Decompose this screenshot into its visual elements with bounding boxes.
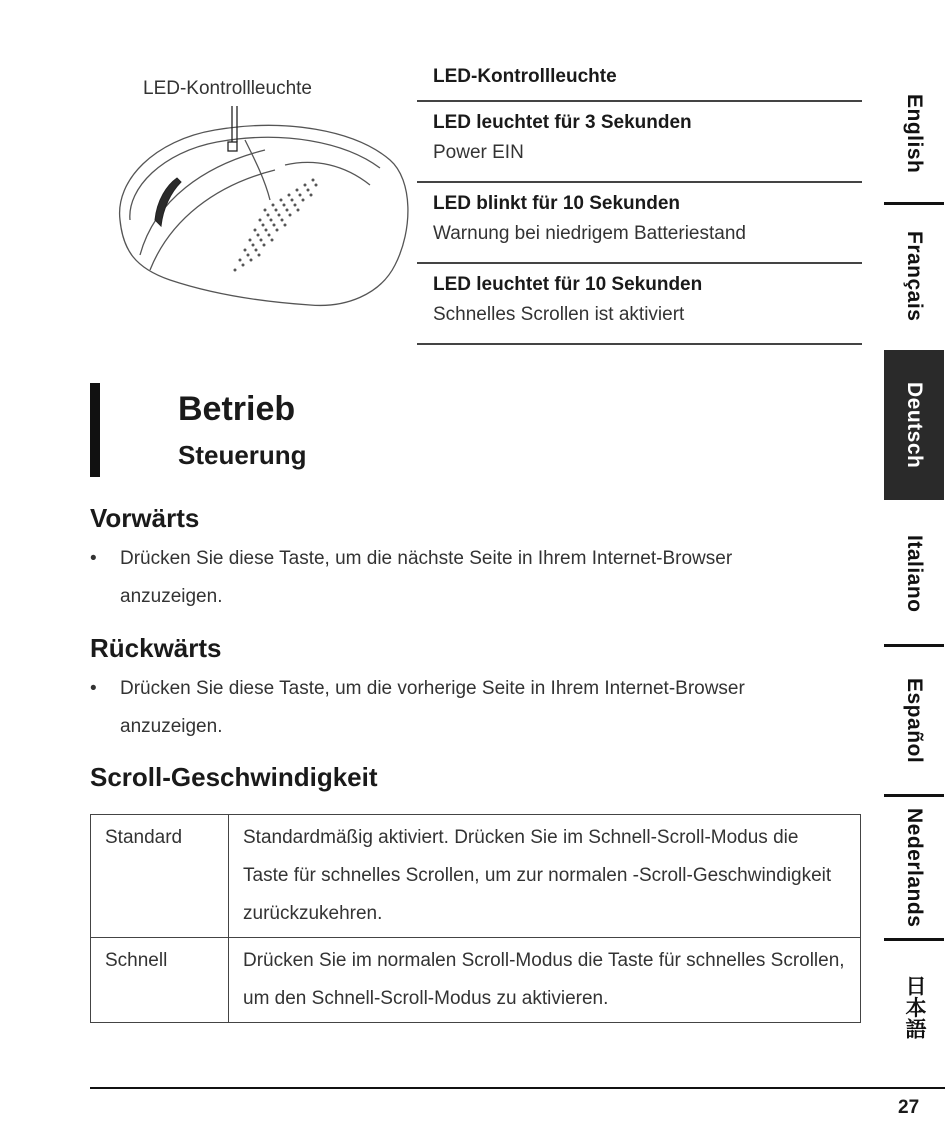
bullet-dot: • <box>90 678 97 699</box>
scroll-speed-table <box>90 814 861 1023</box>
tab-francais[interactable] <box>884 206 944 346</box>
table-row <box>91 815 861 938</box>
tab-label: Français <box>903 230 926 322</box>
mouse-illustration <box>95 70 415 320</box>
footer-divider <box>90 1087 945 1089</box>
forward-bullet-text: Drücken Sie diese Taste, um die nächste Seite in Ihrem Internet-Browser anzuzeigen. <box>120 548 733 607</box>
scroll-description-cell: Standardmäßig aktiviert. Drücken Sie im Schnell-Scroll-Modus die Taste für schnelles Scrollen, um zur normalen -Scroll-Geschwindigkeit zurückzukehren. <box>229 815 861 938</box>
led-table-row <box>417 102 862 183</box>
led-row-title: LED blinkt für 10 Sekunden <box>433 193 681 214</box>
section-accent-bar <box>90 383 100 477</box>
led-row-description: Power EIN <box>433 142 524 163</box>
led-table-row <box>417 264 862 345</box>
section-subtitle: Steuerung <box>178 440 307 470</box>
tab-japanese[interactable] <box>884 942 944 1072</box>
tab-deutsch[interactable] <box>884 350 944 500</box>
tab-label: Italiano <box>903 535 926 613</box>
tab-label: Español <box>903 678 926 764</box>
led-table-header: LED-Kontrollleuchte <box>417 60 862 102</box>
backward-heading: Rückwärts <box>90 633 222 663</box>
tab-italiano[interactable] <box>884 504 944 644</box>
bullet-dot: • <box>90 548 97 569</box>
tab-espanol[interactable] <box>884 648 944 794</box>
led-row-description: Warnung bei niedrigem Batteriestand <box>433 223 746 244</box>
tab-divider <box>884 938 944 941</box>
backward-bullet <box>90 670 830 746</box>
led-row-description: Schnelles Scrollen ist aktiviert <box>433 304 685 325</box>
tab-nederlands[interactable] <box>884 798 944 938</box>
scroll-mode-cell: Standard <box>91 815 229 938</box>
led-indicator-caption: LED-Kontrollleuchte <box>143 78 312 99</box>
tab-label: Nederlands <box>903 808 926 928</box>
tab-label: Deutsch <box>903 381 926 469</box>
scroll-mode-cell: Schnell <box>91 938 229 1023</box>
led-row-title: LED leuchtet für 10 Sekunden <box>433 274 703 295</box>
led-table-row <box>417 183 862 264</box>
page-number: 27 <box>898 1097 920 1118</box>
tab-divider <box>884 794 944 797</box>
backward-bullet-text: Drücken Sie diese Taste, um die vorherige Seite in Ihrem Internet-Browser anzuzeigen. <box>120 678 745 737</box>
led-row-title: LED leuchtet für 3 Sekunden <box>433 112 692 133</box>
scroll-speed-heading: Scroll-Geschwindigkeit <box>90 762 378 792</box>
tab-english[interactable] <box>884 70 944 198</box>
forward-bullet <box>90 540 830 616</box>
led-indicator-table <box>417 60 862 345</box>
tab-label: English <box>903 94 926 174</box>
section-title: Betrieb <box>178 390 296 428</box>
scroll-description-cell: Drücken Sie im normalen Scroll-Modus die Taste für schnelles Scrollen, um den Schnell-Scroll-Modus zu aktivieren. <box>229 938 861 1023</box>
tab-label: 日本語 <box>903 974 926 1040</box>
tab-divider <box>884 644 944 647</box>
table-row <box>91 938 861 1023</box>
tab-divider <box>884 202 944 205</box>
forward-heading: Vorwärts <box>90 503 200 533</box>
